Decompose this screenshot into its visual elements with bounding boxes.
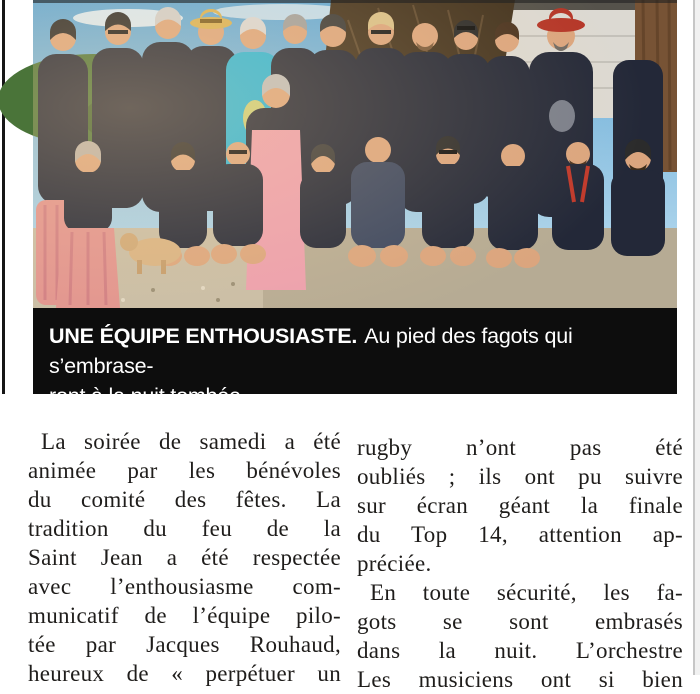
text-line: rugby n’ont pas été <box>357 435 683 460</box>
text-line: La soirée de samedi a été <box>41 429 341 454</box>
photo-caption <box>33 308 677 408</box>
text-line: Les musiciens ont si bien <box>357 667 683 692</box>
text-line: heureux de « perpétuer un <box>28 661 341 686</box>
caption-text: Au pied des fagots qui s’embrase- <box>49 324 573 378</box>
text-line: du Top 14, attention ap- <box>357 522 683 547</box>
text-line: dans la nuit. L’orchestre <box>357 638 683 663</box>
text-line: préciée. <box>357 551 432 576</box>
text-line: sur écran géant la finale <box>357 493 683 518</box>
group-photo-illustration <box>33 0 677 308</box>
caption-line-1 <box>49 321 661 381</box>
article-column-left <box>28 427 341 688</box>
text-line: tradition du feu de la <box>28 516 341 541</box>
article-column-right <box>357 433 683 694</box>
page-margin-right <box>695 0 700 675</box>
caption-line-2: ront à la nuit tombée. <box>49 384 247 408</box>
text-line: du comité des fêtes. La <box>28 487 341 512</box>
text-line: Saint Jean a été respectée <box>28 545 341 570</box>
photo-top-edge <box>33 0 677 3</box>
text-line: En toute sécurité, les fa- <box>370 580 683 605</box>
text-line: oubliés ; ils ont pu suivre <box>357 464 683 489</box>
caption-lead-in: UNE ÉQUIPE ENTHOUSIASTE. <box>49 324 358 348</box>
sunlight-overlay <box>33 0 677 308</box>
text-line: municatif de l’équipe pilo- <box>28 603 341 628</box>
scan-left-edge <box>2 0 5 394</box>
text-line: animée par les bénévoles <box>28 458 341 483</box>
text-line: tée par Jacques Rouhaud, <box>28 632 341 657</box>
text-line: avec l’enthousiasme com- <box>28 574 341 599</box>
article-photo <box>33 0 677 308</box>
text-line: gots se sont embrasés <box>357 609 683 634</box>
